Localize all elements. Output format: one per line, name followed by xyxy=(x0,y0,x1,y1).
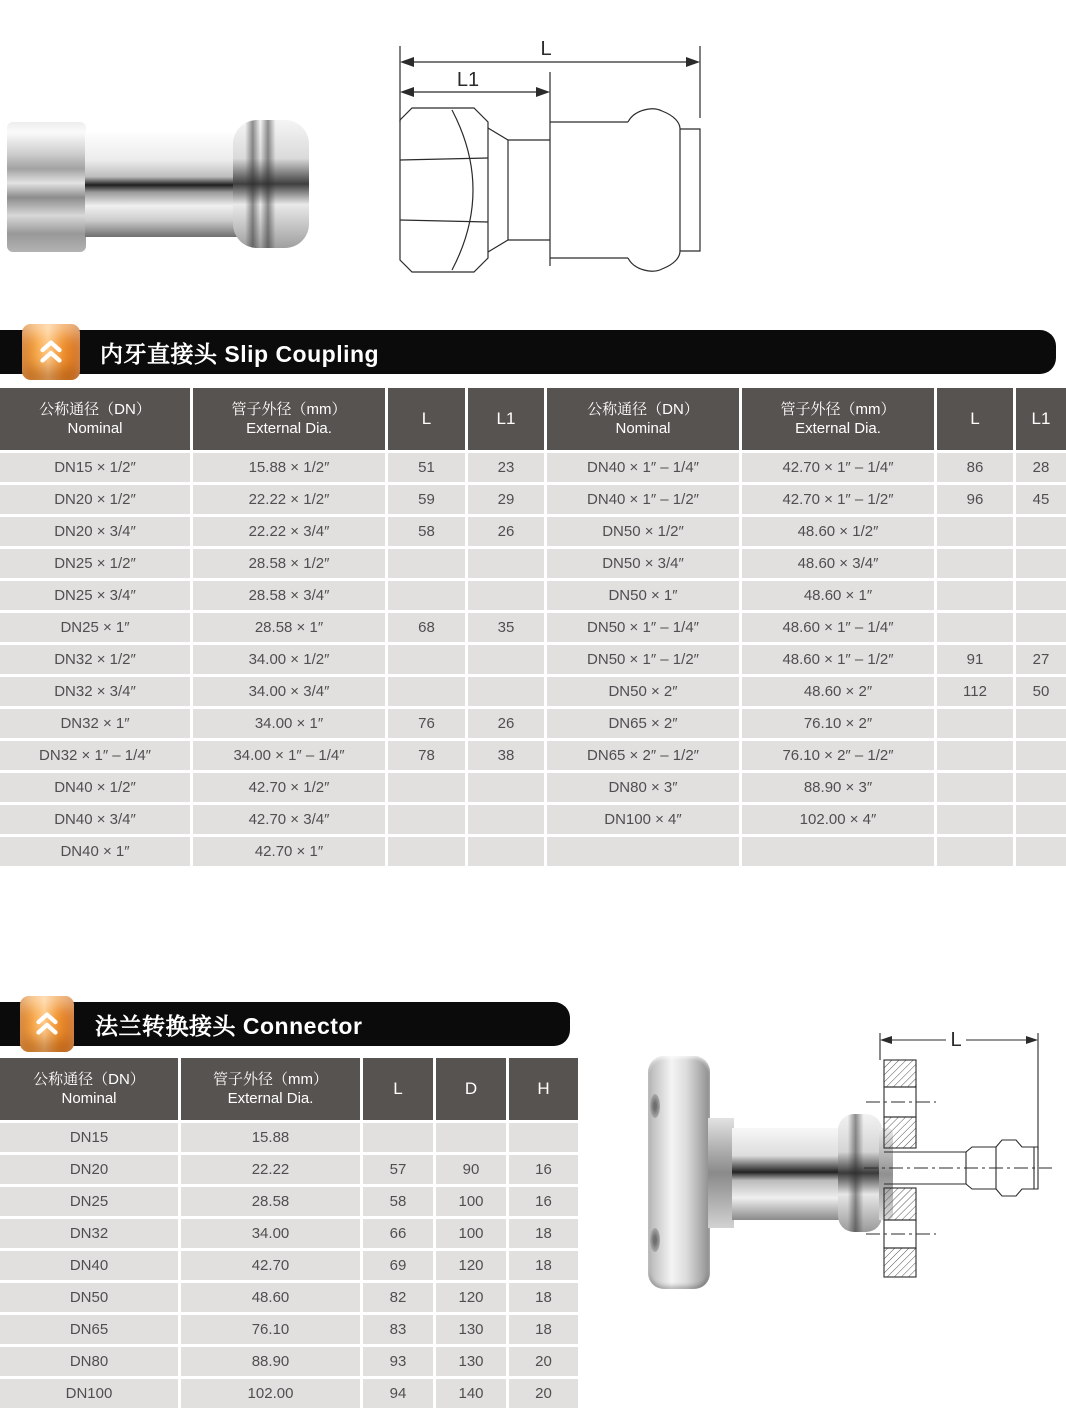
table-cell: 29 xyxy=(468,485,544,514)
table-cell xyxy=(937,549,1013,578)
table-cell: 100 xyxy=(436,1187,506,1216)
table-body xyxy=(0,453,1066,866)
table-cell: 96 xyxy=(937,485,1013,514)
table-row xyxy=(0,741,1066,770)
table-cell: 48.60 xyxy=(181,1283,360,1312)
table-cell: 27 xyxy=(1016,645,1066,674)
table-cell: DN20 × 1/2″ xyxy=(0,485,190,514)
table-header-row xyxy=(0,388,1066,450)
table-cell: DN15 × 1/2″ xyxy=(0,453,190,482)
table-cell: DN25 × 3/4″ xyxy=(0,581,190,610)
table-cell: 26 xyxy=(468,709,544,738)
table-cell: DN80 × 3″ xyxy=(547,773,739,802)
table-cell: 48.60 × 1″ – 1/2″ xyxy=(742,645,934,674)
table-cell: DN40 × 1″ xyxy=(0,837,190,866)
column-header-D: D xyxy=(436,1058,506,1120)
table-row xyxy=(0,1123,578,1152)
table-row xyxy=(0,837,1066,866)
table-cell xyxy=(468,549,544,578)
table-cell xyxy=(388,581,465,610)
column-header-L1: L1 xyxy=(1016,388,1066,450)
table-cell: 90 xyxy=(436,1155,506,1184)
table-cell: DN20 xyxy=(0,1155,178,1184)
table-cell xyxy=(468,773,544,802)
table-cell: 78 xyxy=(388,741,465,770)
table-cell xyxy=(937,709,1013,738)
table-cell: 18 xyxy=(509,1283,578,1312)
header-en: External Dia. xyxy=(227,1090,314,1107)
photo-flange-disc xyxy=(648,1056,710,1289)
table-cell: 48.60 × 1″ xyxy=(742,581,934,610)
table-cell: 42.70 × 1″ – 1/4″ xyxy=(742,453,934,482)
table-row xyxy=(0,613,1066,642)
table-cell: 42.70 × 1″ – 1/2″ xyxy=(742,485,934,514)
header-en: Nominal xyxy=(615,420,671,437)
table-row xyxy=(0,1347,578,1376)
table-cell: 88.90 × 3″ xyxy=(742,773,934,802)
table-cell: DN32 × 1/2″ xyxy=(0,645,190,674)
photo-bolt-hole xyxy=(650,1094,660,1118)
table-cell: 50 xyxy=(1016,677,1066,706)
table-row xyxy=(0,1251,578,1280)
column-header-external-dia xyxy=(742,388,934,450)
table-row xyxy=(0,1155,578,1184)
table-cell xyxy=(1016,805,1066,834)
column-header-L: L xyxy=(363,1058,433,1120)
table-row xyxy=(0,805,1066,834)
table-cell: 28.58 xyxy=(181,1187,360,1216)
table-cell xyxy=(937,741,1013,770)
table-cell: 38 xyxy=(468,741,544,770)
table-cell: DN25 × 1″ xyxy=(0,613,190,642)
table-cell: 140 xyxy=(436,1379,506,1408)
table-cell: 45 xyxy=(1016,485,1066,514)
table-cell xyxy=(468,677,544,706)
table-cell: DN100 × 4″ xyxy=(547,805,739,834)
table-cell: 15.88 xyxy=(181,1123,360,1152)
table-cell: DN50 × 2″ xyxy=(547,677,739,706)
table-cell: 22.22 × 3/4″ xyxy=(193,517,385,546)
slip-coupling-drawing xyxy=(388,28,713,278)
photo-body xyxy=(732,1128,842,1220)
table-cell xyxy=(388,549,465,578)
table-cell: DN32 xyxy=(0,1219,178,1248)
table-cell: DN32 × 3/4″ xyxy=(0,677,190,706)
connector-drawing xyxy=(858,1030,1058,1290)
table-cell: 58 xyxy=(363,1187,433,1216)
table-cell: 34.00 × 1″ xyxy=(193,709,385,738)
table-cell: 18 xyxy=(509,1315,578,1344)
table-cell: 94 xyxy=(363,1379,433,1408)
column-header-H: H xyxy=(509,1058,578,1120)
connector-table xyxy=(0,1058,578,1410)
header-zh: 管子外径（mm） xyxy=(231,400,347,418)
table-cell: DN40 × 1″ – 1/4″ xyxy=(547,453,739,482)
photo-body xyxy=(85,133,237,237)
header-en: External Dia. xyxy=(795,420,881,437)
table-cell: DN40 × 1″ – 1/2″ xyxy=(547,485,739,514)
photo-hub xyxy=(708,1118,734,1228)
table-cell: 76.10 xyxy=(181,1315,360,1344)
table-cell: 34.00 × 1″ – 1/4″ xyxy=(193,741,385,770)
table-row xyxy=(0,1187,578,1216)
table-cell: 93 xyxy=(363,1347,433,1376)
table-cell: 34.00 xyxy=(181,1219,360,1248)
table-cell xyxy=(363,1123,433,1152)
photo-press-end xyxy=(233,120,309,248)
table-cell xyxy=(742,837,934,866)
table-cell: 34.00 × 1/2″ xyxy=(193,645,385,674)
table-cell: 22.22 xyxy=(181,1155,360,1184)
table-cell xyxy=(937,613,1013,642)
table-cell: 15.88 × 1/2″ xyxy=(193,453,385,482)
table-cell: 28.58 × 1/2″ xyxy=(193,549,385,578)
table-cell: 35 xyxy=(468,613,544,642)
table-cell: 86 xyxy=(937,453,1013,482)
table-cell: DN50 × 1″ xyxy=(547,581,739,610)
header-en: External Dia. xyxy=(246,420,332,437)
table-cell: 51 xyxy=(388,453,465,482)
table-cell: 18 xyxy=(509,1251,578,1280)
table-row xyxy=(0,1219,578,1248)
table-row xyxy=(0,773,1066,802)
table-cell: 42.70 xyxy=(181,1251,360,1280)
table-cell: 76.10 × 2″ – 1/2″ xyxy=(742,741,934,770)
table-cell: 68 xyxy=(388,613,465,642)
table-cell: 18 xyxy=(509,1219,578,1248)
table-cell: 22.22 × 1/2″ xyxy=(193,485,385,514)
section-bar-connector xyxy=(0,1002,570,1046)
table-cell: DN40 × 3/4″ xyxy=(0,805,190,834)
table-cell: DN65 × 2″ xyxy=(547,709,739,738)
header-en: Nominal xyxy=(67,420,123,437)
table-cell xyxy=(468,581,544,610)
table-row xyxy=(0,645,1066,674)
table-cell: DN40 xyxy=(0,1251,178,1280)
slip-coupling-table xyxy=(0,388,1066,869)
table-cell: 48.60 × 3/4″ xyxy=(742,549,934,578)
header-zh: 管子外径（mm） xyxy=(780,400,896,418)
table-cell: DN80 xyxy=(0,1347,178,1376)
column-header-nominal xyxy=(547,388,739,450)
table-cell xyxy=(1016,773,1066,802)
table-cell xyxy=(1016,837,1066,866)
slip-coupling-photo xyxy=(7,120,309,254)
table-row xyxy=(0,677,1066,706)
column-header-L1: L1 xyxy=(468,388,544,450)
chevrons-up-icon xyxy=(22,324,80,380)
section-title: 内牙直接头 Slip Coupling xyxy=(100,340,380,367)
header-zh: 公称通径（DN） xyxy=(39,400,151,418)
header-zh: 管子外径（mm） xyxy=(213,1070,328,1088)
table-cell xyxy=(1016,549,1066,578)
header-zh: 公称通径（DN） xyxy=(587,400,699,418)
table-cell xyxy=(1016,581,1066,610)
table-cell: 102.00 xyxy=(181,1379,360,1408)
table-cell: DN25 xyxy=(0,1187,178,1216)
table-row xyxy=(0,549,1066,578)
table-cell: 66 xyxy=(363,1219,433,1248)
column-header-nominal xyxy=(0,388,190,450)
table-cell: 48.60 × 1/2″ xyxy=(742,517,934,546)
table-row xyxy=(0,709,1066,738)
table-row xyxy=(0,1283,578,1312)
table-row xyxy=(0,581,1066,610)
table-cell: DN50 × 1/2″ xyxy=(547,517,739,546)
section-bar-slip-coupling xyxy=(0,330,1056,374)
table-cell: 48.60 × 2″ xyxy=(742,677,934,706)
table-cell: DN50 × 1″ – 1/2″ xyxy=(547,645,739,674)
table-cell xyxy=(388,837,465,866)
table-cell: DN25 × 1/2″ xyxy=(0,549,190,578)
table-cell: 112 xyxy=(937,677,1013,706)
table-cell: 83 xyxy=(363,1315,433,1344)
table-cell: 42.70 × 1/2″ xyxy=(193,773,385,802)
table-cell xyxy=(937,581,1013,610)
table-cell xyxy=(468,645,544,674)
table-cell: 76.10 × 2″ xyxy=(742,709,934,738)
table-cell xyxy=(509,1123,578,1152)
table-cell xyxy=(388,805,465,834)
table-cell: DN65 × 2″ – 1/2″ xyxy=(547,741,739,770)
table-cell: 16 xyxy=(509,1187,578,1216)
table-row xyxy=(0,485,1066,514)
table-body xyxy=(0,1123,578,1408)
table-cell: 28 xyxy=(1016,453,1066,482)
table-cell: 59 xyxy=(388,485,465,514)
table-cell: DN65 xyxy=(0,1315,178,1344)
table-cell: DN50 × 3/4″ xyxy=(547,549,739,578)
table-cell: 102.00 × 4″ xyxy=(742,805,934,834)
table-cell xyxy=(1016,709,1066,738)
table-cell: 91 xyxy=(937,645,1013,674)
table-cell xyxy=(468,805,544,834)
column-header-L: L xyxy=(388,388,465,450)
table-cell: DN50 xyxy=(0,1283,178,1312)
table-cell xyxy=(547,837,739,866)
table-cell xyxy=(388,677,465,706)
table-row xyxy=(0,517,1066,546)
table-header-row xyxy=(0,1058,578,1120)
table-cell: DN50 × 1″ – 1/4″ xyxy=(547,613,739,642)
table-cell xyxy=(436,1123,506,1152)
dim-label-L: L xyxy=(540,38,552,60)
table-cell xyxy=(1016,517,1066,546)
column-header-external-dia xyxy=(181,1058,360,1120)
section-title: 法兰转换接头 Connector xyxy=(95,1012,363,1039)
column-header-L: L xyxy=(937,388,1013,450)
table-cell: 120 xyxy=(436,1283,506,1312)
table-cell: 28.58 × 1″ xyxy=(193,613,385,642)
table-cell xyxy=(388,645,465,674)
table-cell: DN32 × 1″ xyxy=(0,709,190,738)
table-cell xyxy=(1016,613,1066,642)
table-cell: 20 xyxy=(509,1347,578,1376)
table-cell xyxy=(468,837,544,866)
table-cell: DN100 xyxy=(0,1379,178,1408)
table-cell: 16 xyxy=(509,1155,578,1184)
column-header-nominal xyxy=(0,1058,178,1120)
dim-label-L: L xyxy=(950,1030,962,1051)
table-cell: 28.58 × 3/4″ xyxy=(193,581,385,610)
table-cell: 130 xyxy=(436,1315,506,1344)
table-cell: 26 xyxy=(468,517,544,546)
table-cell xyxy=(937,517,1013,546)
table-cell xyxy=(937,805,1013,834)
table-row xyxy=(0,453,1066,482)
table-cell: 82 xyxy=(363,1283,433,1312)
table-cell: 23 xyxy=(468,453,544,482)
header-zh: 公称通径（DN） xyxy=(33,1070,145,1088)
table-cell: 58 xyxy=(388,517,465,546)
table-cell xyxy=(937,773,1013,802)
photo-hex-nut xyxy=(7,122,86,252)
table-cell: DN20 × 3/4″ xyxy=(0,517,190,546)
dim-label-L1: L1 xyxy=(456,69,480,91)
table-cell: 76 xyxy=(388,709,465,738)
table-cell: 130 xyxy=(436,1347,506,1376)
table-cell: 48.60 × 1″ – 1/4″ xyxy=(742,613,934,642)
table-cell: 69 xyxy=(363,1251,433,1280)
table-cell: 42.70 × 3/4″ xyxy=(193,805,385,834)
table-cell xyxy=(388,773,465,802)
table-cell: DN40 × 1/2″ xyxy=(0,773,190,802)
table-cell: 57 xyxy=(363,1155,433,1184)
table-row xyxy=(0,1315,578,1344)
table-cell: DN32 × 1″ – 1/4″ xyxy=(0,741,190,770)
table-cell xyxy=(1016,741,1066,770)
table-cell: 20 xyxy=(509,1379,578,1408)
table-cell: 42.70 × 1″ xyxy=(193,837,385,866)
header-en: Nominal xyxy=(61,1090,117,1107)
chevrons-up-icon xyxy=(20,996,74,1052)
table-cell xyxy=(937,837,1013,866)
table-cell: 100 xyxy=(436,1219,506,1248)
table-cell: 88.90 xyxy=(181,1347,360,1376)
column-header-external-dia xyxy=(193,388,385,450)
table-cell: 120 xyxy=(436,1251,506,1280)
table-cell: 34.00 × 3/4″ xyxy=(193,677,385,706)
table-row xyxy=(0,1379,578,1408)
table-cell: DN15 xyxy=(0,1123,178,1152)
photo-bolt-hole xyxy=(650,1228,660,1252)
